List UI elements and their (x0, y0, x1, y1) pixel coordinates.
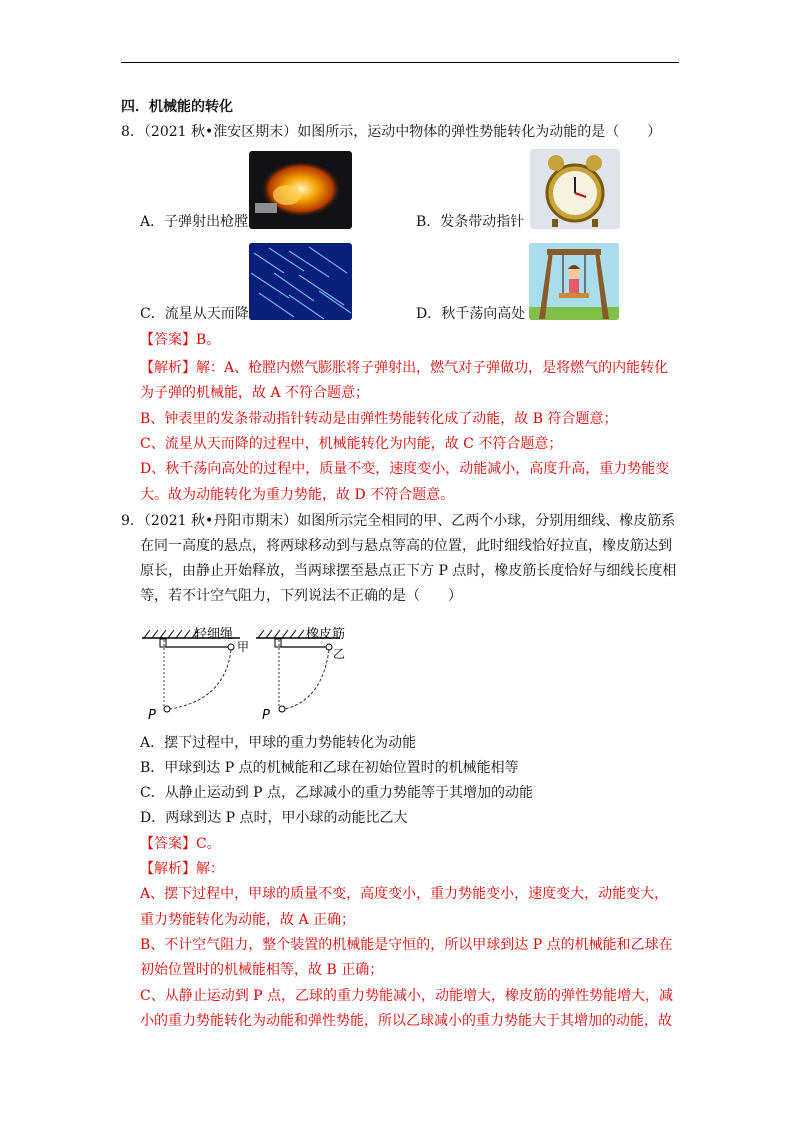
analysis-text: 解： (196, 861, 224, 877)
arc-path (170, 650, 231, 709)
q8-analysis-line: 大。故为动能转化为重力势能，故 D 不符合题意。 (140, 487, 455, 503)
header-rule (121, 62, 679, 63)
answer-tag: 【答案】 (140, 836, 196, 852)
q9-answer (140, 834, 221, 854)
answer-value: B。 (196, 332, 221, 348)
meteor-icon (249, 243, 352, 320)
q9-stem-line: 在同一高度的悬点，将两球移动到与悬点等高的位置，此时细线恰好拉直，橡皮筋达到 (140, 538, 672, 554)
q9-analysis-head (140, 859, 224, 879)
q9-analysis-line: 重力势能转化为动能，故 A 正确； (140, 912, 356, 928)
alarm-clock-image (530, 149, 620, 229)
q9-analysis-line: 小的重力势能转化为动能和弹性势能，所以乙球减小的重力势能大于其增加的动能，故 (140, 1013, 672, 1029)
ball-p1-icon (164, 706, 170, 712)
ball-jia-icon (228, 644, 234, 650)
label-jia: 甲 (237, 640, 250, 654)
q9-stem-line: 原长，由静止开始释放，当两球摆至悬点正下方 P 点时，橡皮筋长度恰好与细线长度相 (140, 563, 677, 579)
q8-option-c: C．流星从天而降 (140, 306, 249, 322)
clock-icon (530, 149, 620, 229)
q8-option-b: B．发条带动指针 (416, 214, 525, 230)
q9-stem-line: 等，若不计空气阻力，下列说法不正确的是（ ） (140, 588, 462, 604)
q8-analysis-line (140, 358, 668, 378)
ball-p2-icon (279, 706, 285, 712)
q8-analysis-line: 为子弹的机械能，故 A 不符合题意； (140, 385, 370, 401)
q9-option: A．摆下过程中，甲球的重力势能转化为动能 (140, 735, 417, 751)
label-rubber: 橡皮筋 (306, 627, 346, 642)
q9-analysis-line: C、从静止运动到 P 点，乙球的重力势能减小，动能增大，橡皮筋的弹性势能增大，减 (140, 988, 674, 1004)
q9-stem-line: 9．（2021 秋•丹阳市期末）如图所示完全相同的甲、乙两个小球，分别用细线、橡皮筋系 (121, 513, 676, 529)
q9-analysis-line: 初始位置时的机械能相等，故 B 正确； (140, 962, 384, 978)
answer-tag: 【答案】 (140, 332, 196, 348)
q8-answer (140, 330, 220, 350)
analysis-tag: 【解析】 (140, 861, 196, 877)
q9-option: C．从静止运动到 P 点，乙球减小的重力势能等于其增加的动能 (140, 785, 534, 801)
arc-path (285, 650, 329, 709)
analysis-text: 解：A、枪膛内燃气膨胀将子弹射出，燃气对子弹做功，是将燃气的内能转化 (196, 360, 669, 376)
swing-icon (529, 243, 619, 320)
analysis-tag: 【解析】 (140, 360, 196, 376)
ball-yi-icon (326, 644, 332, 650)
q9-analysis-line: B、不计空气阻力，整个装置的机械能是守恒的，所以甲球到达 P 点的机械能和乙球在 (140, 937, 673, 953)
q8-analysis-line: D、秋千荡向高处的过程中，质量不变，速度变小，动能减小，高度升高，重力势能变 (140, 461, 670, 477)
bullet-firing-image (249, 151, 352, 229)
point-p1: P (148, 708, 156, 723)
q8-stem: 8．（2021 秋•淮安区期末）如图所示，运动中物体的弹性势能转化为动能的是（ ） (121, 124, 662, 140)
label-string: 轻细绳 (194, 627, 234, 642)
q8-option-a: A．子弹射出枪膛 (140, 214, 249, 230)
meteor-shower-image (249, 243, 352, 320)
section-title: 四．机械能的转化 (121, 99, 233, 115)
q9-option: B．甲球到达 P 点的机械能和乙球在初始位置时的机械能相等 (140, 760, 519, 776)
label-yi: 乙 (333, 647, 346, 661)
answer-value: C。 (196, 836, 221, 852)
q8-analysis-line: C、流星从天而降的过程中，机械能转化为内能，故 C 不符合题意； (140, 436, 563, 452)
q9-option: D．两球到达 P 点时，甲小球的动能比乙大 (140, 810, 408, 826)
q8-analysis-line: B、钟表里的发条带动指针转动是由弹性势能转化成了动能，故 B 符合题意； (140, 411, 618, 427)
pivot-mark (275, 639, 281, 647)
explosion-icon (249, 151, 352, 229)
pivot-mark (160, 639, 166, 647)
q8-option-d: D．秋千荡向高处 (416, 306, 526, 322)
swing-image (529, 243, 619, 320)
pendulum-figure (140, 620, 370, 725)
q9-analysis-line: A、摆下过程中，甲球的质量不变，高度变小，重力势能变小，速度变大，动能变大， (140, 886, 669, 902)
point-p2: P (262, 708, 270, 723)
